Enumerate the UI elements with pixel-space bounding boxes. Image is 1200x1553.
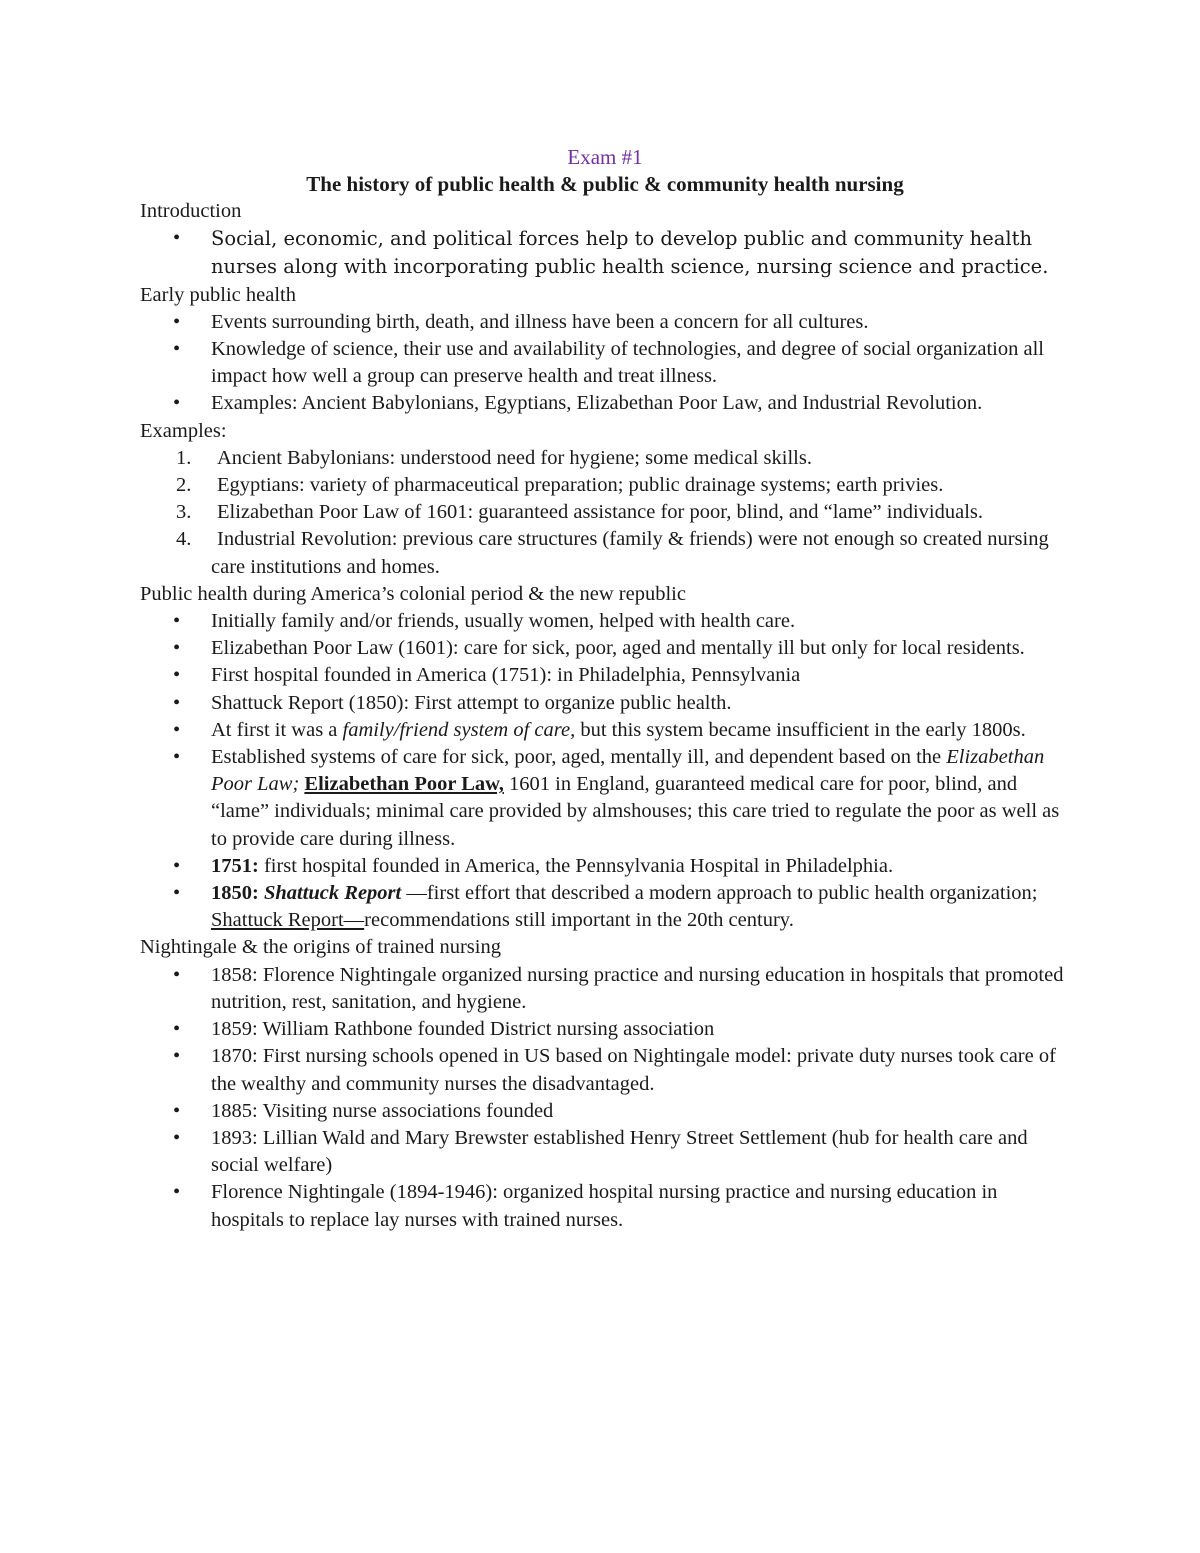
underlined-term: Shattuck Report— [211, 909, 365, 932]
bullet-icon: • [173, 338, 181, 361]
list-item: • 1870: First nursing schools opened in US based on Nightingale model: private duty nurses took care of the wealthy and community nurses the disadvantaged. [173, 1045, 1056, 1095]
bullet-icon: • [173, 1018, 181, 1041]
bold-year: 1850: [211, 882, 259, 905]
list-item: • Florence Nightingale (1894-1946): organized hospital nursing practice and nursing education in hospitals to replace lay nurses with trained nurses. [173, 1181, 998, 1231]
early-public-health-list [140, 309, 1070, 418]
colonial-period-list [140, 608, 1070, 934]
bullet-icon: • [173, 1126, 181, 1149]
list-item: • 1885: Visiting nurse associations founded [140, 1098, 1070, 1125]
bullet-icon: • [173, 963, 181, 986]
emphasis-text: Elizabethan Poor Law; [211, 746, 1045, 796]
bold-year: 1751: [211, 854, 259, 877]
bullet-icon: • [173, 746, 181, 769]
item-number: 1. [176, 446, 192, 469]
list-item: • Knowledge of science, their use and availability of technologies, and degree of social organization all impact how well a group can preserve health and treat illness. [173, 338, 1044, 388]
document-page [140, 143, 1070, 1234]
list-item: • 1858: Florence Nightingale organized nursing practice and nursing education in hospitals that promoted nutrition, rest, sanitation, and hygiene. [173, 963, 1064, 1013]
item-number: 3. [176, 501, 192, 524]
list-item: • Events surrounding birth, death, and illness have been a concern for all cultures. [140, 309, 1070, 336]
section-heading-colonial-period: Public health during America’s colonial period & the new republic [140, 582, 686, 605]
section-heading-examples: Examples: [140, 419, 227, 442]
list-item: • 1893: Lillian Wald and Mary Brewster established Henry Street Settlement (hub for health care and social welfare) [173, 1126, 1028, 1177]
list-item: • First hospital founded in America (1751): in Philadelphia, Pennsylvania [140, 662, 1070, 689]
emphasis-text: Shattuck Report [263, 882, 402, 905]
bullet-icon: • [173, 310, 181, 333]
bullet-icon: • [173, 227, 181, 250]
bullet-icon: • [173, 392, 181, 415]
bullet-icon: • [173, 854, 181, 877]
list-item: • Social, economic, and political forces help to develop public and community health nurses along with incorporating public health science, nursing science and practice. [173, 227, 1049, 279]
list-item: • Examples: Ancient Babylonians, Egyptians, Elizabethan Poor Law, and Industrial Revolution. [140, 390, 1070, 417]
page-subtitle: The history of public health & public & community health nursing [306, 172, 904, 196]
list-item: • 1859: William Rathbone founded District nursing association [140, 1016, 1070, 1043]
list-item: • Initially family and/or friends, usually women, helped with health care. [140, 608, 1070, 635]
section-heading-introduction: Introduction [140, 200, 242, 222]
bullet-icon: • [173, 610, 181, 633]
bullet-icon: • [173, 664, 181, 687]
numbered-item: 2. Egyptians: variety of pharmaceutical preparation; public drainage systems; earth privies. [140, 472, 1070, 499]
section-heading-nightingale: Nightingale & the origins of trained nursing [140, 936, 501, 959]
bullet-icon: • [173, 691, 181, 714]
bullet-icon: • [173, 637, 181, 660]
emphasis-text: family/friend system of care, [342, 718, 576, 741]
list-item: • 1751: first hospital founded in America, the Pennsylvania Hospital in Philadelphia. [140, 853, 1070, 880]
bullet-icon: • [173, 1099, 181, 1122]
bullet-icon: • [173, 1181, 181, 1204]
list-item: • Shattuck Report (1850): First attempt to organize public health. [140, 690, 1070, 717]
bullet-icon: • [173, 1045, 181, 1068]
page-title: Exam #1 [567, 145, 643, 169]
introduction-list [140, 225, 1070, 281]
bold-underlined-term: Elizabethan Poor Law, [304, 773, 504, 796]
bullet-icon: • [173, 718, 181, 741]
section-heading-early-public-health: Early public health [140, 283, 296, 306]
list-item: • At first it was a family/friend system of care, but this system became insufficient in the early 1800s. [140, 717, 1070, 744]
nightingale-list [140, 962, 1070, 1234]
numbered-item: 4. Industrial Revolution: previous care structures (family & friends) were not enough so created nursing care institutions and homes. [176, 528, 1049, 578]
list-item: • 1850: Shattuck Report —first effort that described a modern approach to public health organization; Shattuck Report—recommendations still important in the 20th century. [173, 882, 1038, 932]
list-item: • Elizabethan Poor Law (1601): care for sick, poor, aged and mentally ill but only for local residents. [140, 635, 1070, 662]
bullet-icon: • [173, 882, 181, 905]
examples-list [140, 445, 1070, 581]
item-number: 4. [176, 528, 192, 551]
numbered-item: 3. Elizabethan Poor Law of 1601: guaranteed assistance for poor, blind, and “lame” individuals. [140, 499, 1070, 526]
list-item: • Established systems of care for sick, poor, aged, mentally ill, and dependent based on the Elizabethan Poor Law; Elizabethan Poor Law, 1601 in England, guaranteed medical care for poor, blind, and “lame” individuals; minimal care provided by almshouses; this care tried to regulate the poor as well as to provide care during illness. [173, 746, 1060, 850]
item-number: 2. [176, 474, 192, 497]
numbered-item: 1. Ancient Babylonians: understood need for hygiene; some medical skills. [140, 445, 1070, 472]
